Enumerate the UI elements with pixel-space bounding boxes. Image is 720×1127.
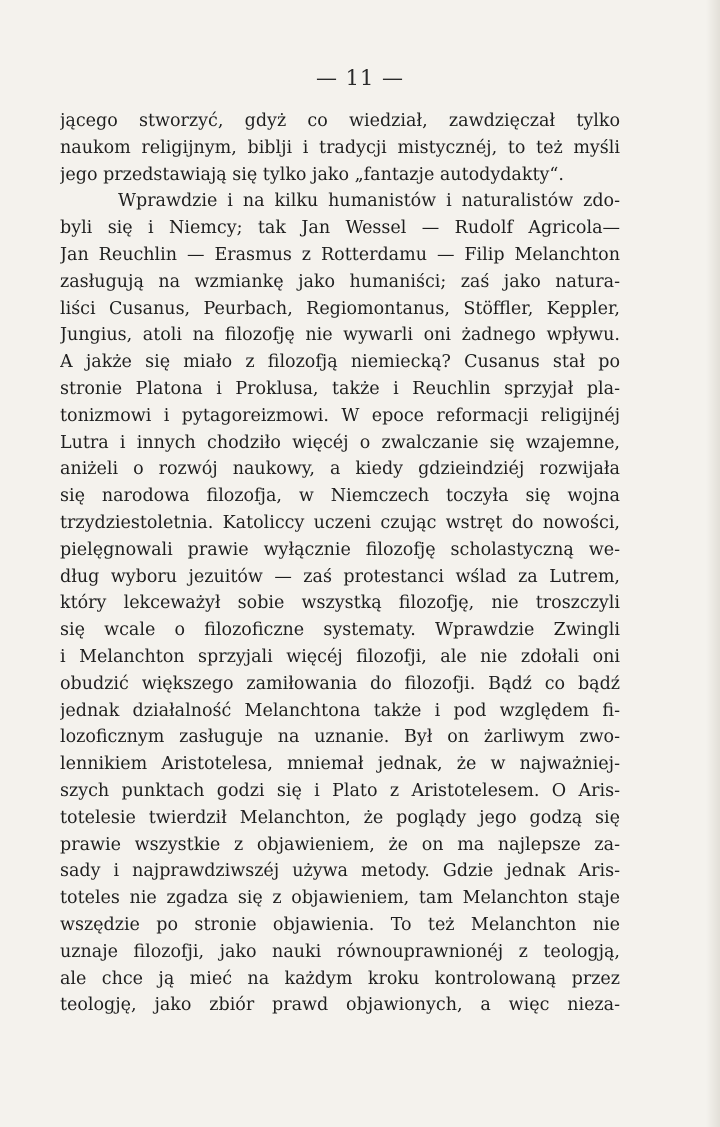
text-line: Lutra i innych chodziło więcéj o zwalczanie się wzajemne, xyxy=(60,432,620,453)
paragraph-start-line: Wprawdzie i na kilku humanistów i naturalistów zdo- xyxy=(118,191,620,212)
text-line: obudzić większego zamiłowania do filozofji. Bądź co bądź xyxy=(60,673,620,694)
text-line: A jakże się miało z filozofją niemiecką? Cusanus stał po xyxy=(60,352,620,373)
text-line: uznaje filozofji, jako nauki równouprawnionéj z teologją, xyxy=(60,941,620,962)
text-line: ale chce ją mieć na każdym kroku kontrolowaną przez xyxy=(60,968,620,989)
page-number: — 11 — xyxy=(315,66,405,90)
text-line: dług wyboru jezuitów — zaś protestanci wślad za Lutrem, xyxy=(60,566,620,587)
text-line: sady i najprawdziwszéj używa metody. Gdzie jednak Aris- xyxy=(60,861,620,882)
text-line: się narodowa filozofja, w Niemczech toczyła się wojna xyxy=(60,486,620,507)
text-line: aniżeli o rozwój naukowy, a kiedy gdzieindziéj rozwijała xyxy=(60,459,620,480)
body-text xyxy=(60,108,620,1019)
text-line: jącego stworzyć, gdyż co wiedział, zawdzięczał tylko xyxy=(60,111,620,131)
text-line: jednak działalność Melanchtona także i pod względem fi- xyxy=(60,700,620,721)
text-line: który lekceważył sobie wszystką filozofję, nie troszczyli xyxy=(60,593,620,614)
text-line: wszędzie po stronie objawienia. To też Melanchton nie xyxy=(60,914,620,935)
text-line: lozoficznym zasługuje na uznanie. Był on żarliwym zwo- xyxy=(60,727,620,748)
text-line: się wcale o filozoficzne systematy. Wprawdzie Zwingli xyxy=(60,620,620,641)
text-line: teologję, jako zbiór prawd objawionych, a więc nieza- xyxy=(60,995,620,1016)
text-line: zasługują na wzmiankę jako humaniści; zaś jako natura- xyxy=(60,271,620,292)
text-line: byli się i Niemcy; tak Jan Wessel — Rudolf Agricola— xyxy=(60,218,620,239)
text-line: Jungius, atoli na filozofję nie wywarli oni żadnego wpływu. xyxy=(60,325,620,346)
text-line: jego przedstawiają się tylko jako „fantazje autodydakty“. xyxy=(60,164,564,185)
text-line: totelesie twierdził Melanchton, że poglądy jego godzą się xyxy=(60,807,620,828)
text-line: tonizmowi i pytagoreizmowi. W epoce reformacji religijnéj xyxy=(60,405,620,426)
text-line: naukom religijnym, biblji i tradycji mistycznéj, to też myśli xyxy=(60,137,620,158)
text-line: prawie wszystkie z objawieniem, że on ma najlepsze za- xyxy=(60,834,620,855)
text-line: lennikiem Aristotelesa, mniemał jednak, że w najważniej- xyxy=(60,754,620,775)
text-line: stronie Platona i Proklusa, także i Reuchlin sprzyjał pla- xyxy=(60,378,620,399)
page-edge-shadow xyxy=(706,0,720,1127)
text-line: liści Cusanus, Peurbach, Regiomontanus, Stöffler, Keppler, xyxy=(60,298,620,319)
text-line: pielęgnowali prawie wyłącznie filozofję scholastyczną we- xyxy=(60,539,620,560)
text-line: szych punktach godzi się i Plato z Aristotelesem. O Aris- xyxy=(60,780,620,801)
text-line: i Melanchton sprzyjali więcéj filozofji, ale nie zdołali oni xyxy=(60,646,620,667)
text-line: toteles nie zgadza się z objawieniem, tam Melanchton staje xyxy=(60,888,620,909)
text-line: trzydziestoletnia. Katoliccy uczeni czując wstręt do nowości, xyxy=(60,512,620,533)
text-line: Jan Reuchlin — Erasmus z Rotterdamu — Filip Melanchton xyxy=(60,244,620,265)
